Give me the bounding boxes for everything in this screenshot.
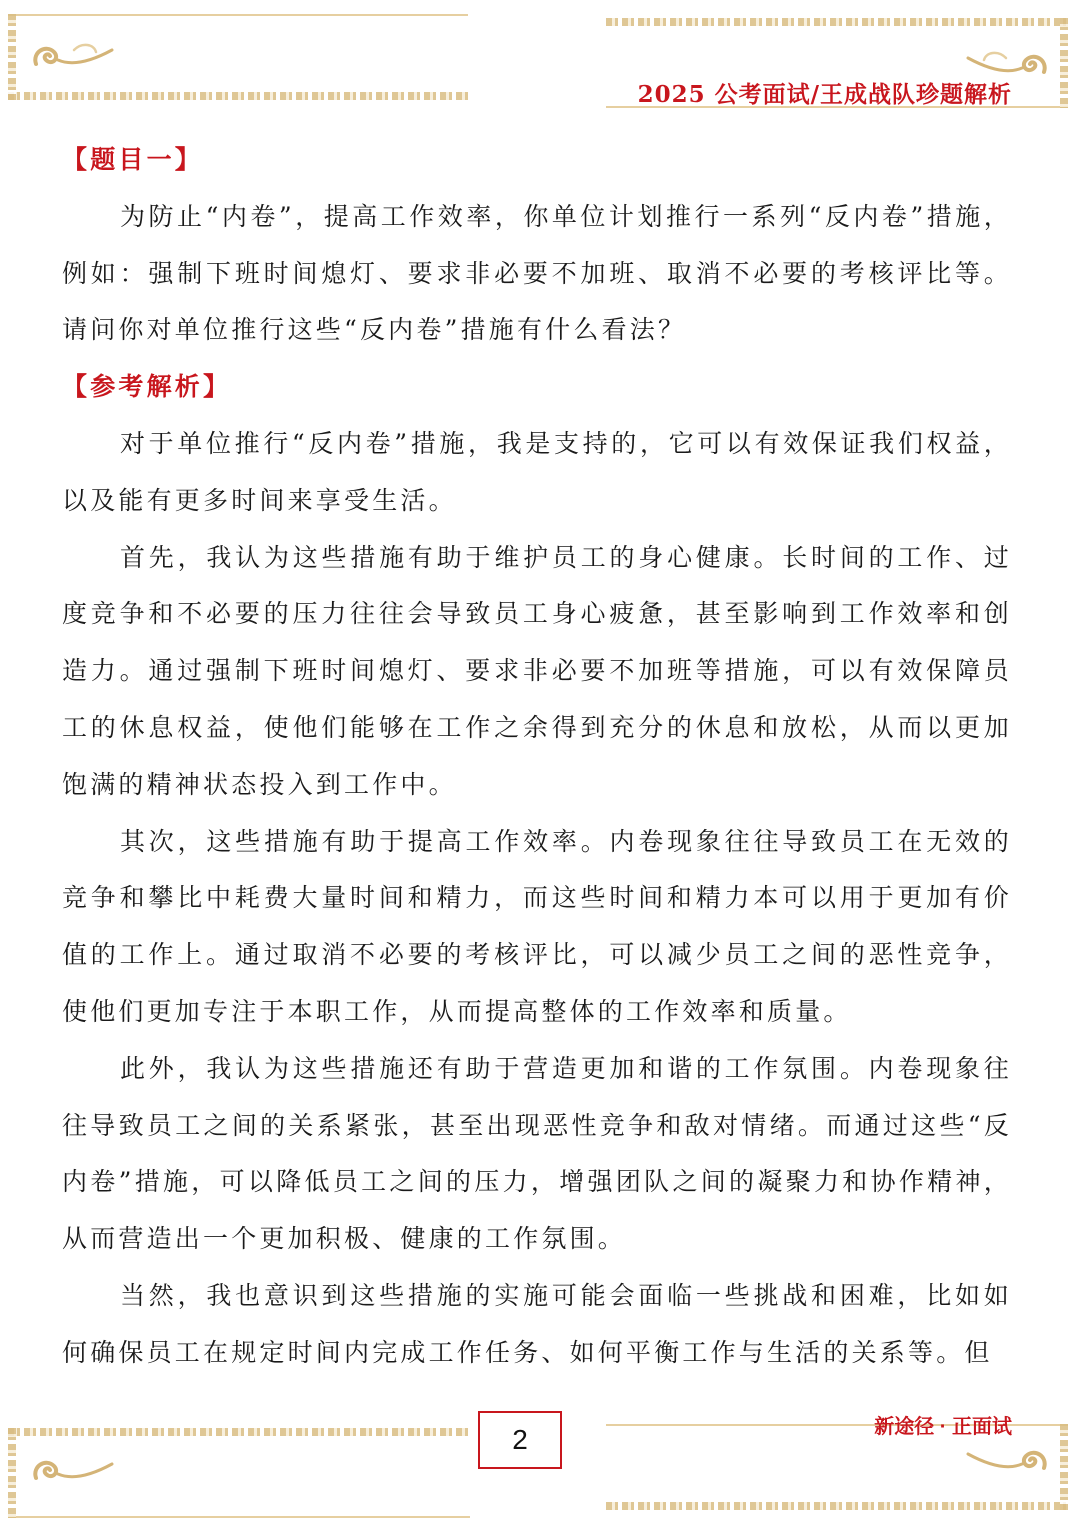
frame-top-right-band (606, 18, 1068, 26)
analysis-paragraph: 当然，我也意识到这些措施的实施可能会面临一些挑战和困难，比如如何确保员工在规定时间内完成工作任务、如何平衡工作与生活的关系等。但 (62, 1280, 1012, 1367)
frame-top-left-horizontal (8, 14, 468, 16)
analysis-paragraph: 其次，这些措施有助于提高工作效率。内卷现象往往导致员工在无效的竞争和攀比中耗费大量时间和精力，而这些时间和精力本可以用于更加有价值的工作上。通过取消不必要的考核评比，可以减少员工之间的恶性竞争，使他们更加专注于本职工作，从而提高整体的工作效率和质量。 (62, 826, 1012, 1026)
cloud-swirl-icon (28, 36, 116, 76)
article-body (62, 132, 1012, 1382)
analysis-tag: 【参考解析】 (62, 372, 232, 402)
question-tag: 【题目一】 (62, 145, 204, 174)
question-text: 为防止“内卷”，提高工作效率，你单位计划推行一系列“反内卷”措施，例如：强制下班时间熄灯、要求非必要不加班、取消不必要的考核评比等。请问你对单位推行这些“反内卷”措施有什么看法？ (62, 201, 1012, 345)
analysis-paragraph: 首先，我认为这些措施有助于维护员工的身心健康。长时间的工作、过度竞争和不必要的压力往往会导致员工身心疲惫，甚至影响到工作效率和创造力。通过强制下班时间熄灯、要求非必要不加班等措施，可以有效保障员工的休息权益，使他们能够在工作之余得到充分的休息和放松，从而以更加饱满的精神状态投入到工作中。 (62, 542, 1012, 799)
cloud-swirl-icon (964, 1440, 1052, 1480)
frame-top-left-vertical (8, 14, 16, 100)
frame-top-left-band (8, 92, 470, 100)
frame-bottom-right-band (606, 1502, 1068, 1510)
frame-bottom-left-vertical (8, 1428, 16, 1518)
frame-top-right-vertical (1060, 18, 1068, 108)
page-number: 2 (478, 1411, 562, 1469)
frame-bottom-left-horizontal (8, 1516, 470, 1518)
frame-bottom-right-vertical (1060, 1424, 1068, 1510)
frame-bottom-left-band (8, 1428, 470, 1436)
cloud-swirl-icon (28, 1450, 116, 1490)
header-title: 2025 公考面试/王成战队珍题解析 (637, 81, 1012, 108)
footer-brand: 新途径 · 正面试 (874, 1416, 1012, 1438)
analysis-paragraph: 对于单位推行“反内卷”措施，我是支持的，它可以有效保证我们权益，以及能有更多时间来享受生活。 (62, 428, 1012, 515)
analysis-paragraph: 此外，我认为这些措施还有助于营造更加和谐的工作氛围。内卷现象往往导致员工之间的关系紧张，甚至出现恶性竞争和敌对情绪。而通过这些“反内卷”措施，可以降低员工之间的压力，增强团队之间的凝聚力和协作精神，从而营造出一个更加积极、健康的工作氛围。 (62, 1053, 1012, 1254)
